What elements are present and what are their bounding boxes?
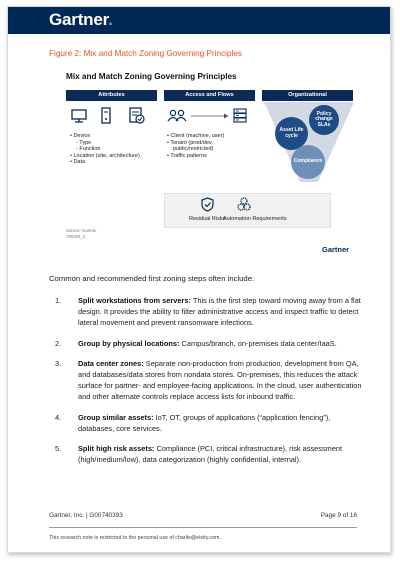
attributes-header: Attributes	[66, 90, 157, 101]
users-icon	[167, 109, 187, 122]
asset-lifecycle-bubble: Asset Life cycle	[275, 117, 308, 150]
gartner-banner	[8, 7, 390, 34]
gartner-logo: Gartner.	[49, 10, 113, 29]
server-tower-icon	[101, 107, 111, 124]
automation-requirements-label: Automation Requirements	[223, 216, 287, 222]
access-flows-header: Access and Flows	[164, 90, 255, 101]
list-item: • Data	[70, 159, 86, 165]
footer-doc-id: Gartner, Inc. | G00740393	[49, 512, 123, 519]
usage-restriction-note: This research note is restricted to the personal use of charlie@elsity.com.	[49, 535, 221, 541]
list-item: 5. Split high risk assets: Compliance (PCI, critical infrastructure), risk assessment (high/medium/low), data categorization (highly confidential, internal).	[55, 444, 343, 465]
access-list	[167, 133, 224, 159]
policy-change-bubble: Policy change SLAs	[309, 105, 339, 135]
flow-arrow-icon	[191, 113, 229, 119]
organizational-header: Organizational	[262, 90, 353, 101]
steps-list	[49, 295, 364, 474]
list-item: • Location (site, architecture)	[70, 152, 140, 159]
list-item: • Tenant (prod/dev,	[167, 139, 213, 146]
residual-risks-label: Residual Risks	[189, 216, 226, 222]
figure-diagram	[49, 69, 361, 254]
list-item: 4. Group similar assets: IoT, OT, groups of applications (“application fencing”), databases, core services.	[55, 412, 331, 433]
monitor-icon	[71, 109, 87, 123]
figure-gartner-logo: Gartner	[322, 245, 350, 254]
list-item: public/restricted)	[173, 146, 214, 152]
gears-icon	[236, 196, 252, 212]
list-item: - Type	[76, 139, 92, 146]
footer-divider	[49, 527, 357, 528]
figure-caption: Figure 2: Mix and Match Zoning Governing Principles	[49, 49, 242, 58]
intro-paragraph: Common and recommended first zoning steps often include:	[49, 274, 255, 283]
document-check-icon	[129, 107, 145, 124]
document-page	[7, 6, 391, 553]
list-item: 1. Split workstations from servers: This is the first step toward moving away from a flat design. It provides the ability to filter administrative access and inspect traffic to detect lateral movement and prevent ransomware infections.	[55, 296, 361, 328]
figure-source: Source: Gartner 780293_C	[66, 228, 97, 239]
footer-page-number: Page 9 of 16	[320, 512, 357, 519]
list-item: • Client (machine, user)	[167, 133, 225, 139]
compliance-bubble: Compliance	[291, 145, 325, 179]
shield-check-icon	[201, 197, 214, 212]
list-item: • Traffic patterns	[167, 152, 207, 159]
figure-title: Mix and Match Zoning Governing Principles	[66, 72, 237, 81]
list-item: - Function	[76, 146, 101, 152]
list-item: 3. Data center zones: Separate non-production from production, development from QA, and databases/data stores from nondata stores. On-premises, this reduces the attack surface for partner- and employee-facing applications. In the cloud, user authentication and other alternate controls replace access lists for inbound traffic.	[55, 358, 362, 402]
list-item: 2. Group by physical locations: Campus/branch, on-premises data center/IaaS.	[55, 338, 337, 348]
server-rack-icon	[233, 108, 247, 123]
attributes-list	[70, 133, 140, 166]
list-item: • Device	[70, 133, 91, 139]
